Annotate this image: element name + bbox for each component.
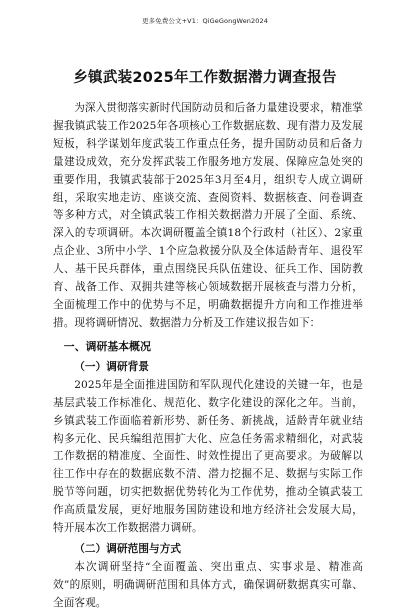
subsection-heading: （一）调研背景	[74, 360, 150, 373]
intro-paragraph: 为深入贯彻落实新时代国防动员和后备力量建设要求，精准掌握我镇武装工作2025年各项核心工作数据底数、现有潜力及发展短板，科学谋划年度武装工作重点任务，提升国防动员和后备力量建设成效，充分发挥武装工作服务地方发展、保障应急处突的重要作用，我镇武装部于2025年3月至4月，组织专人成立调研组，采取实地走访、座谈交流、查阅资料、数据核查、问卷调查等多种方式，对全镇武装工作相关数据潜力开展了全面、系统、深入的专项调研。本次调研覆盖全镇18个行政村（社区）、2家重点企业、3所中小学、1个应急救援分队及全体适龄青年、退役军人、基干民兵群体，重点围绕民兵队伍建设、征兵工作、国防教育、战备工作、双拥共建等核心领域数据开展核查与潜力分析，全面梳理工作中的优势与不足，明确数据提升方向和工作推进举措。现将调研情况、数据潜力分析及工作建议报告如下：	[53, 102, 363, 329]
document-body	[53, 100, 363, 613]
header-note: 更多免费公文+V1：QiGeGongWen2024	[142, 17, 268, 25]
body-paragraph: 本次调研坚持“全面覆盖、突出重点、实事求是、精准高效”的原则，明确调研范围和具体方式，确保调研数据真实可靠、全面客观。	[53, 560, 363, 609]
page-title: 乡镇武装2025年工作数据潜力调查报告	[73, 70, 337, 86]
section-heading: 一、调研基本概况	[63, 339, 151, 353]
body-paragraph: 2025年是全面推进国防和军队现代化建设的关键一年，也是基层武装工作标准化、规范化、数字化建设的深化之年。当前，乡镇武装工作面临着新形势、新任务、新挑战，适龄青年就业结构多元化、民兵编组范围扩大化、应急任务需求精细化，对武装工作数据的精准度、全面性、时效性提出了更高要求。为破解以往工作中存在的数据底数不清、潜力挖掘不足、数据与实际工作脱节等问题，切实把数据优势转化为工作优势，推动全镇武装工作高质量发展，更好地服务国防建设和地方经济社会发展大局，特开展本次工作数据潜力调研。	[53, 378, 363, 535]
subsection-heading: （二）调研范围与方式	[74, 542, 182, 555]
